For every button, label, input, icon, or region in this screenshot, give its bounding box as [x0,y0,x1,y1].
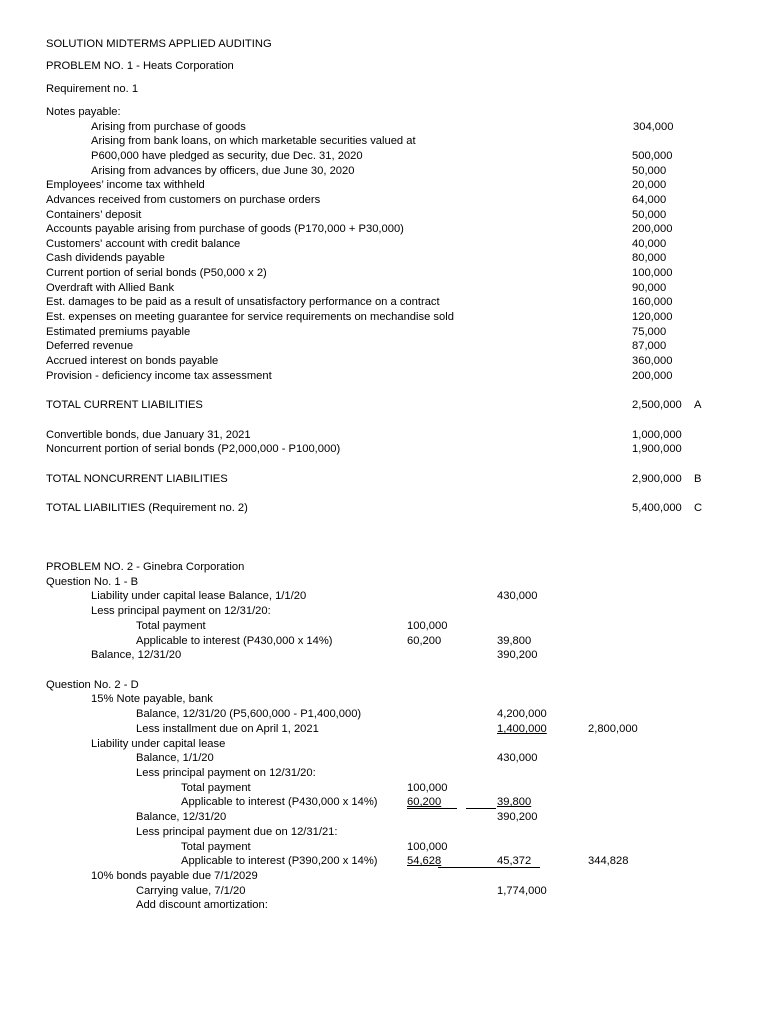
liability-row: Cash dividends payable 80,000 [46,252,667,264]
liability-row: Noncurrent portion of serial bonds (P2,000,000 - P100,000) 1,900,000 [46,443,682,455]
liability-row: Accrued interest on bonds payable 360,000 [46,355,673,367]
calc-row: Balance, 1/1/20 430,000 [136,752,538,764]
liability-row: P600,000 have pledged as security, due Dec. 31, 2020 500,000 [91,150,673,162]
underline-rule [438,867,540,868]
underline-rule [407,808,457,809]
liability-row: Accounts payable arising from purchase of goods (P170,000 + P30,000) 200,000 [46,223,673,235]
liability-row: Overdraft with Allied Bank 90,000 [46,282,667,294]
total-current-liabilities: TOTAL CURRENT LIABILITIES 2,500,000 A [46,399,702,411]
liability-row: Deferred revenue 87,000 [46,340,667,352]
liability-row: Employees’ income tax withheld 20,000 [46,179,667,191]
calc-row: Applicable to interest (P430,000 x 14%) 60,200 39,800 [181,796,532,808]
calc-row: Balance, 12/31/20 390,200 [136,811,538,823]
calc-row: Liability under capital lease Balance, 1/1/20 430,000 [91,590,538,602]
total-noncurrent-liabilities: TOTAL NONCURRENT LIABILITIES 2,900,000 B [46,473,702,485]
liability-row: Provision - deficiency income tax assessment 200,000 [46,370,673,382]
liability-row: Arising from advances by officers, due June 30, 2020 50,000 [91,165,667,177]
calc-row: Less installment due on April 1, 2021 1,400,000 2,800,000 [136,723,638,735]
calc-row: Balance, 12/31/20 390,200 [91,649,538,661]
calc-row: Balance, 12/31/20 (P5,600,000 - P1,400,000) 4,200,000 [136,708,547,720]
total-liabilities: TOTAL LIABILITIES (Requirement no. 2) 5,400,000 C [46,502,703,514]
calc-row: Total payment 100,000 [181,782,448,794]
calc-row: Total payment 100,000 [136,620,448,632]
underline-rule [466,808,496,809]
calc-row: Total payment 100,000 [181,841,448,853]
calc-row: Applicable to interest (P390,200 x 14%) 54,628 45,372 344,828 [181,855,629,867]
liability-row: Containers’ deposit 50,000 [46,209,667,221]
liability-row: Est. damages to be paid as a result of unsatisfactory performance on a contract 160,000 [46,296,673,308]
calc-row: Carrying value, 7/1/20 1,774,000 [136,885,547,897]
liability-row: Est. expenses on meeting guarantee for service requirements on mechandise sold 120,000 [46,311,673,323]
liability-row: Customers' account with credit balance 40,000 [46,238,667,250]
liability-row: Advances received from customers on purchase orders 64,000 [46,194,667,206]
liability-row: Convertible bonds, due January 31, 2021 1,000,000 [46,429,682,441]
calc-row: Applicable to interest (P430,000 x 14%) 60,200 39,800 [136,635,532,647]
liability-row: Estimated premiums payable 75,000 [46,326,667,338]
document-page: SOLUTION MIDTERMS APPLIED AUDITING PROBLEM NO. 1 - Heats Corporation Requirement no. 1 Notes payable: Arising from purchase of goods 304,000 Arising from bank loans, on which marketable securities valued at P600,000 have pledged as security, due Dec. 31, 2020 500,000 Arising from advances by officers, due June 30, 2020 50,000 Employees’ income tax withheld 20,000 Advances received from customers on purchase orders 64,000 Containers’ deposit 50,000 Accounts payable arising from purchase of goods (P170,000 + P30,000) 200,000 Customers' account with credit balance 40,000 Cash dividends payable 80,000 Current portion of serial bonds (P50,000 x 2) 100,000 Overdraft with Allied Bank 90,000 Est. damages to be paid as a result of unsatisfactory performance on a contract 160,000 Est. expenses on meeting guarantee for service requirements on mechandise sold 120,000 Estimated premiums payable 75,000 Deferred revenue 87,000 Accrued interest on bonds payable 360,000 Provision - deficiency income tax assessment 200,000 TOTAL CURRENT LIABILITIES 2,500,000 A Convertible bonds, due January 31, 2021 1,000,000 Noncurrent portion of serial bonds (P2,000,000 - P100,000) 1,900,000 TOTAL NONCURRENT LIABILITIES 2,900,000 B TOTAL LIABILITIES (Requirement no. 2) 5,400,000 C PROBLEM NO. 2 - Ginebra Corporation Question No. 1 - B Liability under capital lease Balance, 1/1/20 430,000 Less principal payment on 12/31/20: Total payment 100,000 Applicable to interest (P430,000 x 14%) 60,200 39,800 Balance, 12/31/20 390,200 Question No. 2 - D 15% Note payable, bank Balance, 12/31/20 (P5,600,000 - P1,400,000) 4,200,000 Less installment due on April 1, 2021 1,400,000 2,800,000 Liability under capital lease Balance, 1/1/20 430,000 Less principal payment on 12/31/20: Total payment 100,000 Applicable to interest (P430,000 x 14%) 60,200 39,800 Balance, 12/31/20 390,200 Less principal payment due on 12/31/21: Total payment 100,000 Applicable to interest (P390,200 x 14%) 54,628 45,372 344,828 10% bonds payable due 7/1/2029 Carrying value, 7/1/20 1,774,000 Add discount amortization: [0,0,768,1024]
liability-row: Current portion of serial bonds (P50,000 x 2) 100,000 [46,267,673,279]
liability-row: Arising from purchase of goods 304,000 [91,121,674,133]
